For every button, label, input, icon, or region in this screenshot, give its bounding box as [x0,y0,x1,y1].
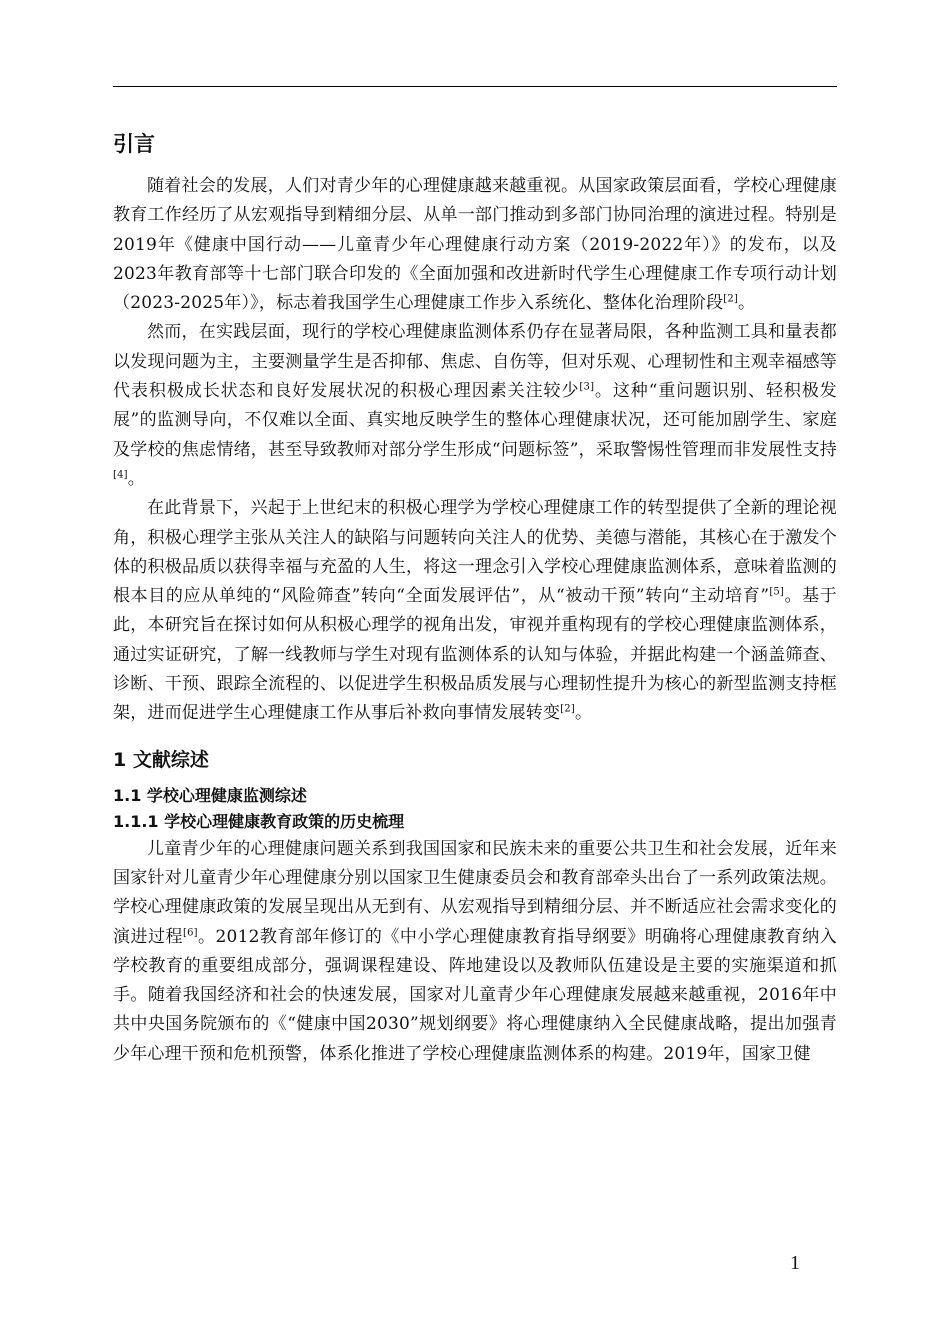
paragraph-tail: 。 [127,468,145,489]
header-rule [113,86,837,87]
page-number: 1 [790,1252,800,1274]
paragraph-text: 随着社会的发展，人们对青少年的心理健康越来越重视。从国家政策层面看，学校心理健康教育工作经历了从宏观指导到精细分层、从单一部门推动到多部门协同治理的演进过程。特别是2019年《健康中国行动——儿童青少年心理健康行动方案（2019-2022年）》的发布，以及2023年教育部等十七部门联合印发的《全面加强和改进新时代学生心理健康工作专项行动计划（2023-2025年）》，标志着我国学生心理健康工作步入系统化、整体化治理阶段 [113,176,837,314]
paragraph-tail: 。基于此，本研究旨在探讨如何从积极心理学的视角出发，审视并重构现有的学校心理健康监测体系，通过实证研究，了解一线教师与学生对现有监测体系的认知与体验，并据此构建一个涵盖筛查、诊断、干预、跟踪全流程的、以促进学生积极品质发展与心理韧性提升为核心的新型监测支持框架，进而促进学生心理健康工作从事后补救向事情发展转变 [113,586,837,724]
citation: [2] [560,703,575,715]
paragraph-tail: 。2012教育部年修订的《中小学心理健康教育指导纲要》明确将心理健康教育纳入学校教育的重要组成部分，强调课程建设、阵地建设以及教师队伍建设是主要的实施渠道和抓手。随着我国经济和社会的快速发展，国家对儿童青少年心理健康发展越来越重视，2016年中共中央国务院颁布的《“健康中国2030”规划纲要》将心理健康纳入全民健康战略，提出加强青少年心理干预和危机预警，体系化推进了学校心理健康监测体系的构建。2019年，国家卫健 [113,926,837,1064]
paragraph-text: 儿童青少年的心理健康问题关系到我国国家和民族未来的重要公共卫生和社会发展，近年来国家针对儿童青少年心理健康分别以国家卫生健康委员会和教育部牵头出台了一系列政策法规。学校心理健康政策的发展呈现出从无到有、从宏观指导到精细分层、并不断适应社会需求变化的演进过程 [113,838,837,947]
paragraph-tail: 。这种“重问题识别、轻积极发展”的监测导向，不仅难以全面、真实地反映学生的整体心理健康状况，还可能加剧学生、家庭及学校的焦虑情绪，甚至导致教师对部分学生形成“问题标签”，采取警惕性管理而非发展性支持 [113,381,837,460]
citation: [4] [113,469,128,481]
intro-paragraph-2 [113,318,837,494]
paragraph-tail: 。 [574,703,593,724]
intro-paragraph-3 [113,494,837,728]
paragraph-tail: 。 [738,293,756,314]
policy-paragraph [113,835,837,1069]
citation: [3] [579,381,595,393]
citation: [2] [723,293,739,305]
section-1-heading: 1 文献综述 [113,748,209,771]
citation: [5] [769,586,785,598]
page-content [113,126,837,1069]
paragraph-text: 然而，在实践层面，现行的学校心理健康监测体系仍存在显著局限，各种监测工具和量表都以发现问题为主，主要测量学生是否抑郁、焦虑、自伤等，但对乐观、心理韧性和主观幸福感等代表积极成长状态和良好发展状况的积极心理因素关注较少 [113,322,837,402]
paragraph-text: 在此背景下，兴起于上世纪末的积极心理学为学校心理健康工作的转型提供了全新的理论视角，积极心理学主张从关注人的缺陷与问题转向关注人的优势、美德与潜能，其核心在于激发个体的积极品质以获得幸福与充盈的人生，将这一理念引入学校心理健康监测体系，意味着监测的根本目的应从单纯的“风险筛查”转向“全面发展评估”，从“被动干预”转向“主动培育” [113,498,837,607]
section-1-1-1-heading: 1.1.1 学校心理健康教育政策的历史梳理 [113,811,405,831]
intro-heading: 引言 [113,132,155,156]
citation: [6] [182,926,198,938]
section-1-1-heading: 1.1 学校心理健康监测综述 [113,785,307,805]
intro-paragraph-1 [113,172,837,318]
